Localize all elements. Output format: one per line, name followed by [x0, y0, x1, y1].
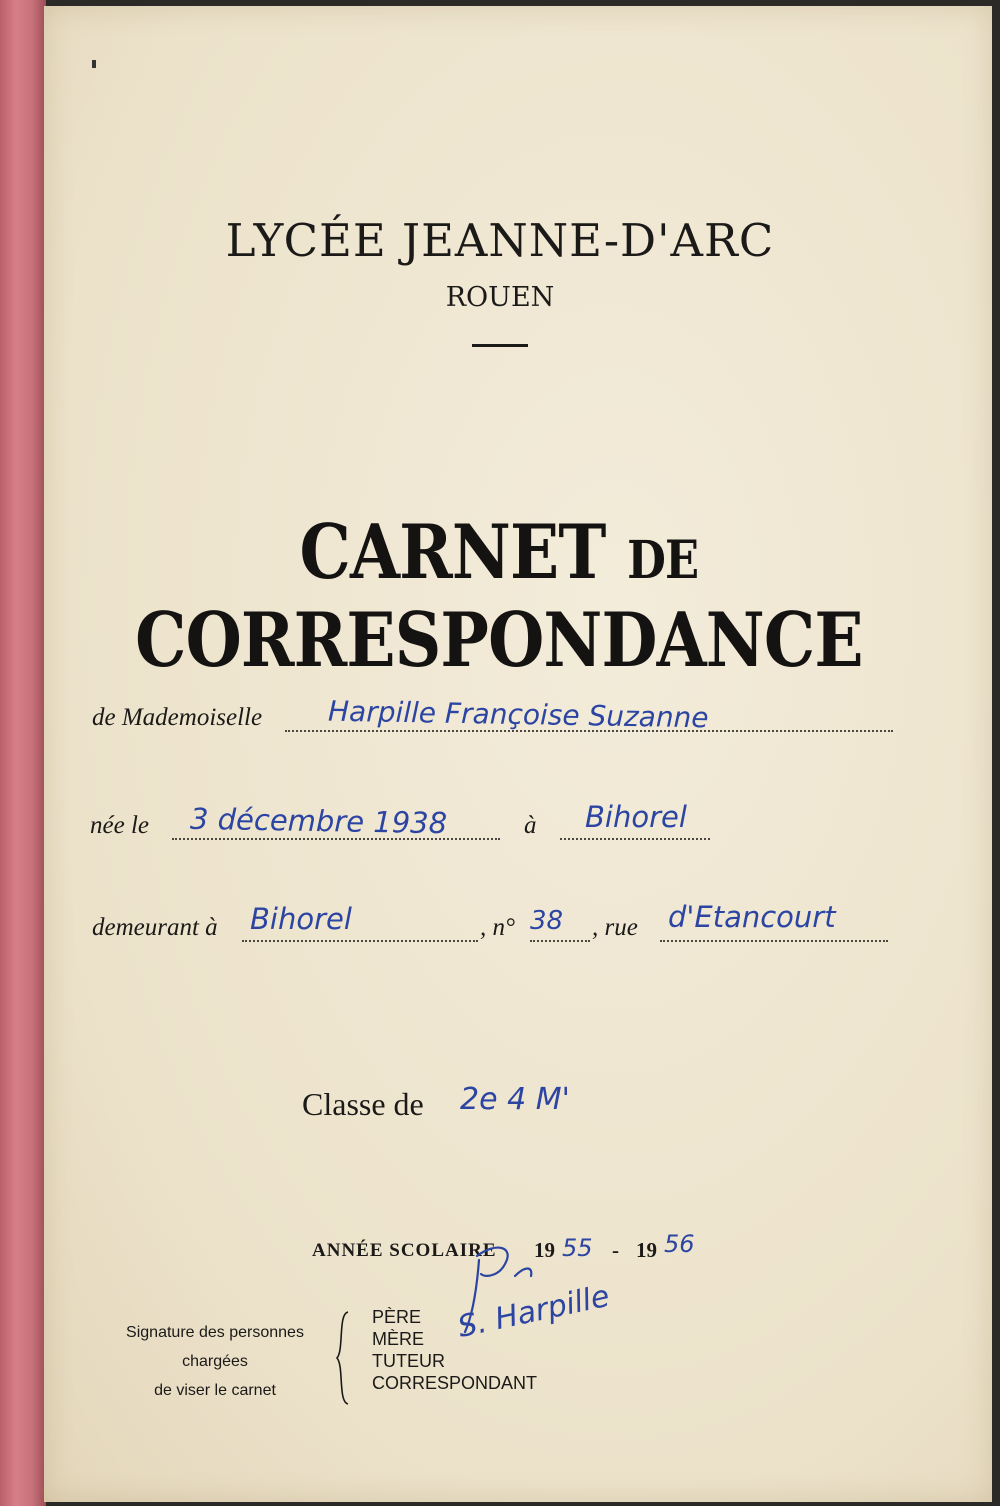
year-end-printed: 19: [636, 1238, 657, 1262]
role-father: PÈRE: [372, 1307, 422, 1327]
page-mark: [92, 60, 96, 68]
role-guardian: TUTEUR: [372, 1351, 445, 1371]
booklet-title: [69, 508, 929, 684]
signature-note-line-3: de viser le carnet: [154, 1382, 276, 1399]
year-start-handwritten: 55: [562, 1234, 593, 1262]
title-divider: [472, 344, 528, 347]
born-handwritten: 3 décembre 1938: [189, 801, 448, 841]
year-end-handwritten: 56: [664, 1230, 695, 1258]
title-word-correspondance: CORRESPONDANCE: [135, 596, 863, 684]
signature-note-line-2: chargées: [182, 1353, 248, 1370]
name-label: de Mademoiselle: [92, 704, 263, 731]
classe-handwritten: 2e 4 M': [460, 1082, 570, 1117]
role-correspondent: CORRESPONDANT: [372, 1373, 538, 1393]
school-name: LYCÉE JEANNE-D'ARC: [225, 214, 775, 267]
number-dotted-line: [530, 940, 590, 942]
residence-handwritten: Bihorel: [250, 902, 352, 936]
born-place-handwritten: Bihorel: [585, 800, 687, 834]
born-place-dotted-line: [560, 838, 710, 840]
residence-label: demeurant à: [92, 914, 218, 941]
number-label: , n°: [480, 914, 515, 941]
title-word-de: DE: [627, 530, 699, 591]
born-place-label: à: [524, 812, 537, 839]
title-word-carnet: CARNET: [299, 508, 606, 596]
role-mother: MÈRE: [372, 1329, 425, 1349]
signature-note: [100, 1318, 330, 1405]
year-separator: -: [612, 1238, 619, 1262]
year-start-printed: 19: [534, 1238, 555, 1262]
name-handwritten: Harpille Françoise Suzanne: [327, 694, 709, 735]
school-year-label: ANNÉE SCOLAIRE: [312, 1240, 497, 1261]
classe-label: Classe de: [302, 1086, 424, 1122]
street-label: , rue: [592, 914, 638, 941]
residence-dotted-line: [242, 940, 478, 942]
street-dotted-line: [660, 940, 888, 942]
school-city: ROUEN: [445, 282, 555, 313]
signature-handwritten: S. Harpille: [454, 1278, 613, 1345]
number-handwritten: 38: [530, 906, 564, 936]
signature-note-line-1: Signature des personnes: [126, 1324, 304, 1341]
street-handwritten: d'Etancourt: [668, 900, 836, 934]
born-label: née le: [90, 812, 149, 839]
brace-glyph: [334, 1310, 352, 1406]
